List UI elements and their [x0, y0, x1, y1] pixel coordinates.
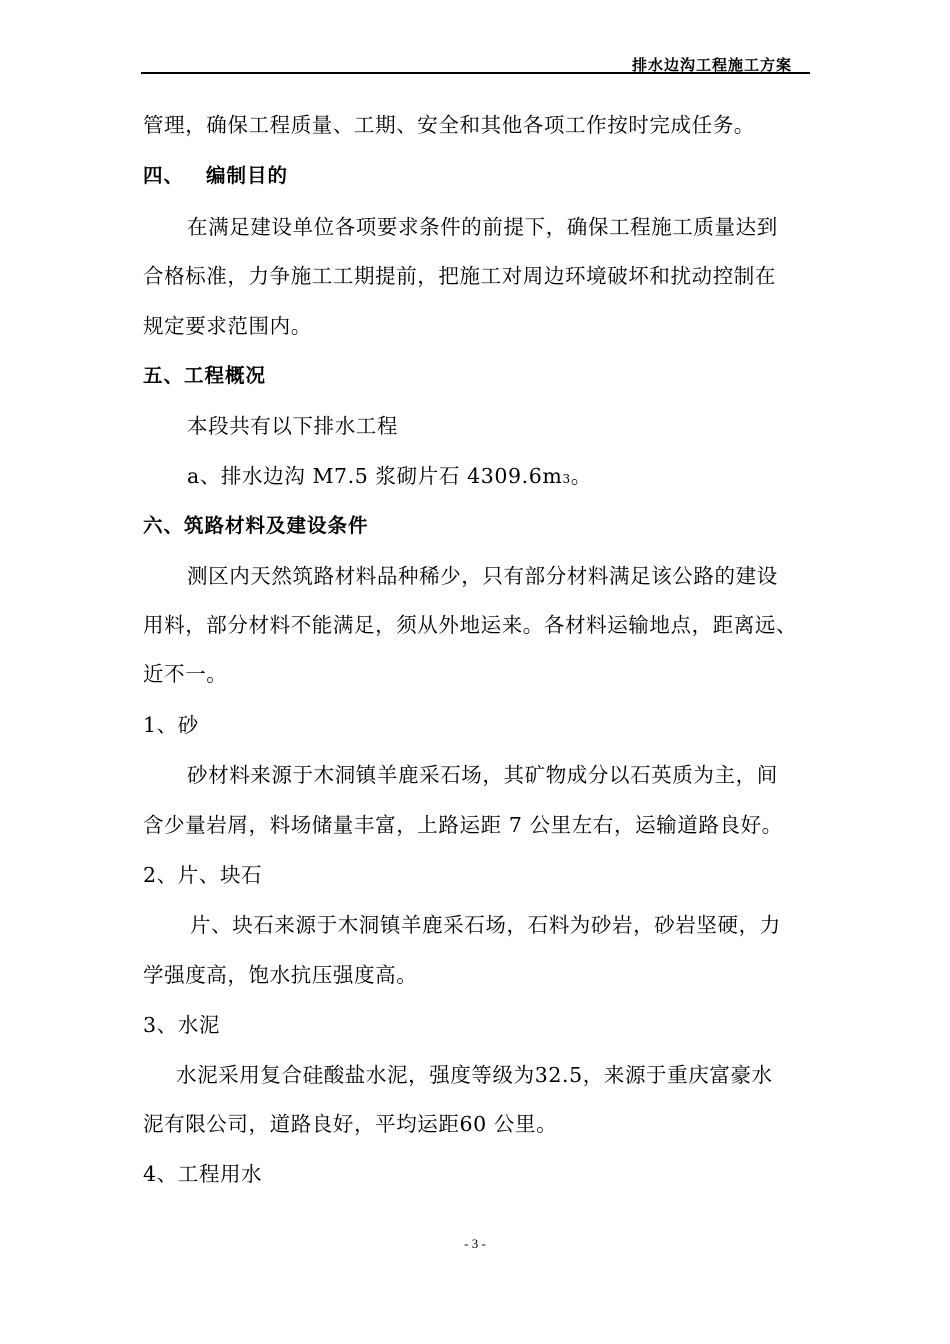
section-heading-6: 六、筑路材料及建设条件 [143, 514, 369, 537]
subsection-heading-2: 2、片、块石 [143, 863, 263, 887]
subsection-heading-3: 3、水泥 [143, 1013, 220, 1037]
subsection-heading-4: 4、工程用水 [143, 1162, 263, 1186]
paragraph-line: 规定要求范围内。 [143, 314, 312, 338]
header-title: 排水边沟工程施工方案 [631, 56, 792, 74]
paragraph-line: 测区内天然筑路材料品种稀少，只有部分材料满足该公路的建设 [187, 564, 778, 588]
paragraph-line: 在满足建设单位各项要求条件的前提下，确保工程施工质量达到 [187, 215, 778, 239]
paragraph-line [187, 459, 592, 489]
paragraph-line: 含少量岩屑，料场储量丰富，上路运距 7 公里左右，运输道路良好。 [143, 813, 783, 837]
page-number: - 3 - [464, 1236, 486, 1251]
paragraph-line: 泥有限公司，道路良好，平均运距60 公里。 [143, 1112, 558, 1136]
quantity-text: a、排水边沟 M7.5 浆砌片石 4309.6m [187, 464, 563, 488]
paragraph-line: 学强度高，饱水抗压强度高。 [143, 963, 418, 987]
paragraph-line: 片、块石来源于木洞镇羊鹿采石场，石料为砂岩，砂岩坚硬，力 [190, 913, 781, 937]
paragraph-line: 砂材料来源于木洞镇羊鹿采石场，其矿物成分以石英质为主，间 [187, 763, 778, 787]
paragraph-line: 本段共有以下排水工程 [187, 414, 398, 438]
paragraph-line: 合格标准，力争施工工期提前，把施工对周边环境破坏和扰动控制在 [143, 264, 776, 288]
heading-number: 四、 [143, 164, 185, 187]
punctuation: 。 [570, 464, 592, 488]
section-heading-4 [143, 160, 288, 188]
header-rule [141, 72, 810, 74]
paragraph-line: 水泥采用复合硅酸盐水泥，强度等级为32.5，来源于重庆富豪水 [176, 1063, 773, 1087]
unit-exponent: 3 [562, 472, 571, 486]
paragraph-line: 管理，确保工程质量、工期、安全和其他各项工作按时完成任务。 [143, 113, 755, 137]
subsection-heading-1: 1、砂 [143, 713, 199, 737]
paragraph-line: 近不一。 [143, 662, 228, 686]
heading-text: 编制目的 [206, 164, 289, 187]
paragraph-line: 用料，部分材料不能满足，须从外地运来。各材料运输地点，距离远、 [143, 613, 798, 637]
section-heading-5: 五、工程概况 [143, 364, 267, 387]
